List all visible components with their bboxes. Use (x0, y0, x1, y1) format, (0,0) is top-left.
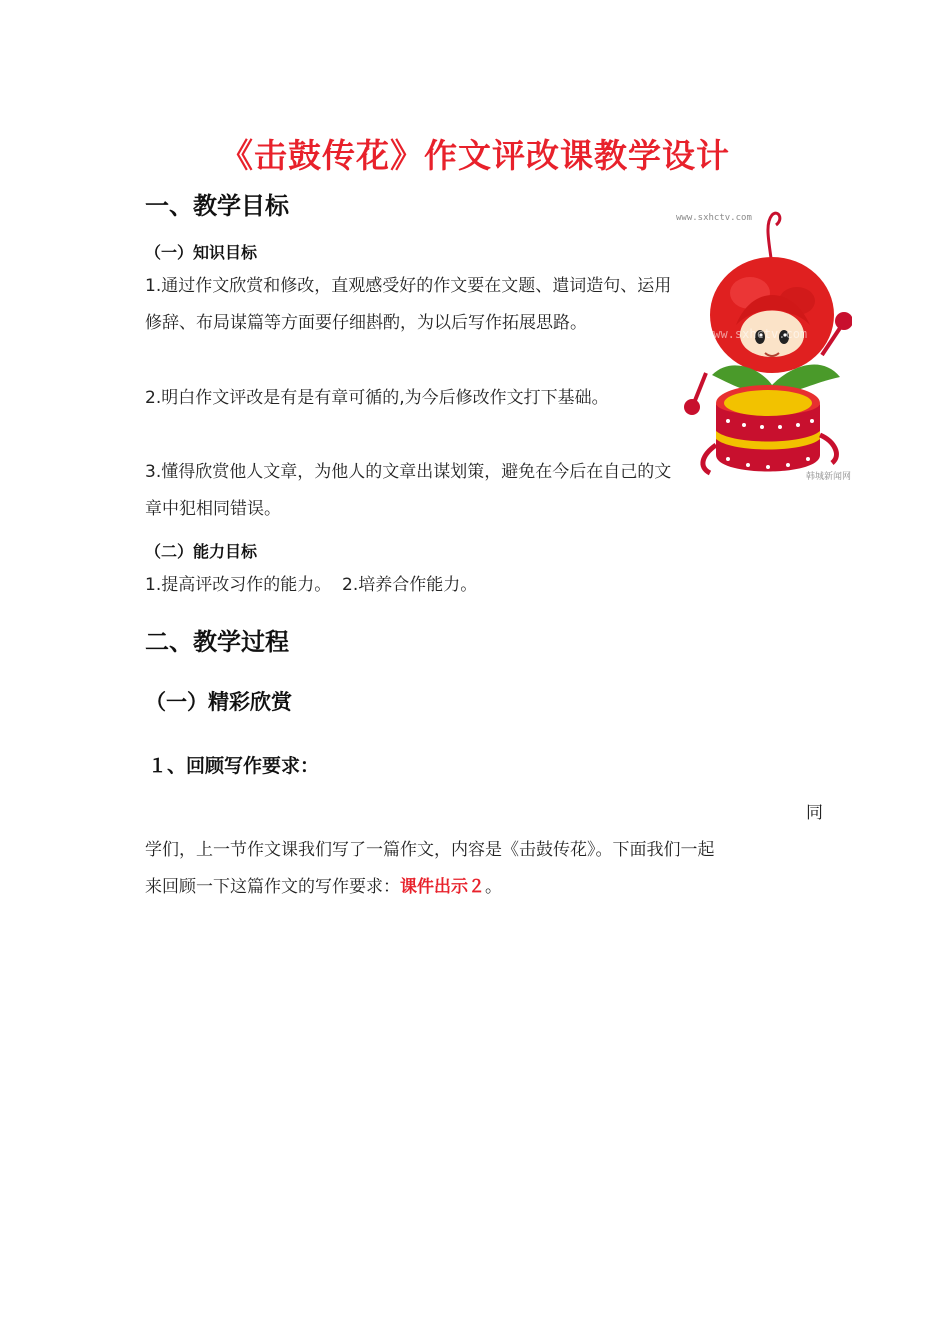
ability-goals: 1.提高评改习作的能力。 2.培养合作能力。 (145, 575, 478, 595)
paragraph-line-1: 学们，上一节作文课我们写了一篇作文，内容是《击鼓传花》。下面我们一起 (145, 840, 715, 860)
subheading-wonderful-appreciation: （一）精彩欣赏 (145, 690, 292, 714)
subheading-knowledge-goals: （一）知识目标 (145, 243, 258, 262)
section-heading-teaching-goals: 一、教学目标 (145, 192, 289, 220)
drummer-illustration (672, 205, 852, 487)
watermark-bottom: 韩城新闻网 (806, 472, 852, 482)
page-title: 《击鼓传花》作文评改课教学设计 (220, 136, 730, 175)
paragraph-line-2-end: 。 (485, 877, 502, 897)
knowledge-goal-2: 2.明白作文评改是有是有章可循的,为今后修改作文打下基础。 (145, 388, 609, 408)
subheading-ability-goals: （二）能力目标 (145, 542, 258, 561)
section-heading-teaching-process: 二、教学过程 (145, 628, 289, 656)
step-heading-review-requirements: １、回顾写作要求： (148, 755, 320, 777)
paragraph-line-2-text: 来回顾一下这篇作文的写作要求： (145, 877, 400, 897)
courseware-highlight: 课件出示２ (400, 877, 485, 897)
watermark-mid: www.sxhctv.com (706, 327, 808, 341)
paragraph-line-2 (145, 869, 825, 906)
paragraph-start-char: 同 (806, 803, 823, 823)
watermark-top: www.sxhctv.com (676, 213, 752, 223)
knowledge-goal-3: 3.懂得欣赏他人文章，为他人的文章出谋划策，避免在今后在自己的文章中犯相同错误。 (145, 462, 672, 519)
knowledge-goal-1: 1.通过作文欣赏和修改，直观感受好的作文要在文题、遣词造句、运用修辞、布局谋篇等方面要仔细斟酌，为以后写作拓展思路。 (145, 276, 672, 333)
drummer-drawing (672, 205, 852, 487)
